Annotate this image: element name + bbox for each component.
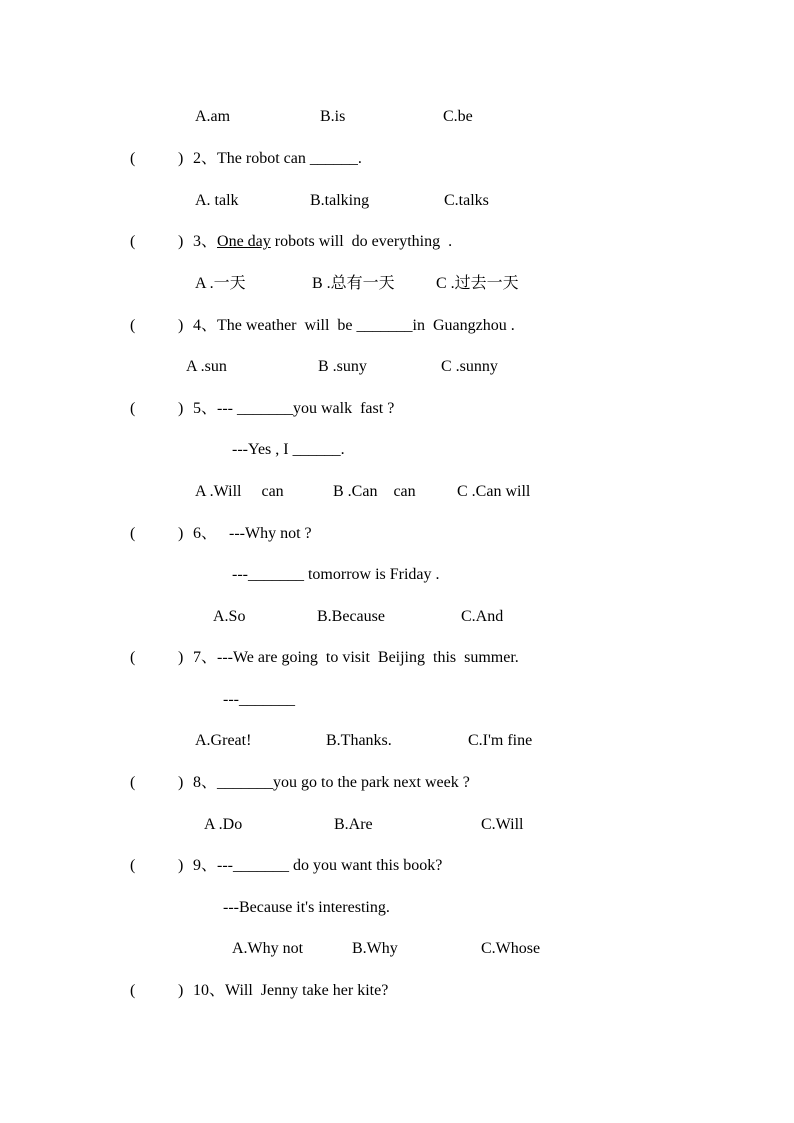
q3-option-a: A .一天 bbox=[195, 275, 246, 292]
q8-answer-close-paren: ) bbox=[178, 774, 184, 791]
q3-underlined-phrase: One day bbox=[217, 233, 271, 250]
q7-answer-open-paren: ( bbox=[130, 649, 136, 666]
q8-option-c: C.Will bbox=[481, 816, 524, 833]
q2-answer-open-paren: ( bbox=[130, 150, 136, 167]
q3-answer-close-paren: ) bbox=[178, 233, 184, 250]
q1-option-b: B.is bbox=[320, 108, 346, 125]
q9-option-a: A.Why not bbox=[232, 940, 304, 957]
q5-answer-close-paren: ) bbox=[178, 400, 184, 417]
q2-stem: 2、The robot can ______. bbox=[193, 150, 362, 167]
q7-option-c: C.I'm fine bbox=[468, 732, 533, 749]
q9-option-b: B.Why bbox=[352, 940, 398, 957]
q9-response-line: ---Because it's interesting. bbox=[223, 899, 390, 916]
q5-option-a: A .Will can bbox=[195, 483, 284, 500]
q3-option-c: C .过去一天 bbox=[436, 275, 519, 292]
q3-stem bbox=[193, 232, 452, 252]
q6-answer-close-paren: ) bbox=[178, 525, 184, 542]
q3-answer-open-paren: ( bbox=[130, 233, 136, 250]
q3-option-b: B .总有一天 bbox=[312, 275, 395, 292]
q7-option-b: B.Thanks. bbox=[326, 732, 392, 749]
q5-answer-open-paren: ( bbox=[130, 400, 136, 417]
q5-stem: 5、--- _______you walk fast ? bbox=[193, 400, 395, 417]
q4-option-c: C .sunny bbox=[441, 358, 498, 375]
q6-stem: 6、 ---Why not ? bbox=[193, 525, 312, 542]
q4-answer-close-paren: ) bbox=[178, 317, 184, 334]
q8-answer-open-paren: ( bbox=[130, 774, 136, 791]
q9-stem: 9、---_______ do you want this book? bbox=[193, 857, 443, 874]
q7-response-line: ---_______ bbox=[223, 691, 295, 708]
q9-answer-close-paren: ) bbox=[178, 857, 184, 874]
q10-answer-close-paren: ) bbox=[178, 982, 184, 999]
q10-stem: 10、Will Jenny take her kite? bbox=[193, 982, 389, 999]
q4-option-a: A .sun bbox=[186, 358, 227, 375]
q4-option-b: B .suny bbox=[318, 358, 367, 375]
q2-option-b: B.talking bbox=[310, 192, 370, 209]
q7-stem: 7、---We are going to visit Beijing this summer. bbox=[193, 649, 519, 666]
q6-option-b: B.Because bbox=[317, 608, 385, 625]
q3-stem-rest: robots will do everything . bbox=[270, 233, 453, 250]
q6-response-line: ---_______ tomorrow is Friday . bbox=[232, 566, 440, 583]
q1-option-c: C.be bbox=[443, 108, 473, 125]
q9-answer-open-paren: ( bbox=[130, 857, 136, 874]
q10-answer-open-paren: ( bbox=[130, 982, 136, 999]
q5-option-b: B .Can can bbox=[333, 483, 416, 500]
q4-answer-open-paren: ( bbox=[130, 317, 136, 334]
q2-option-c: C.talks bbox=[444, 192, 489, 209]
q1-option-a: A.am bbox=[195, 108, 231, 125]
q8-stem: 8、_______you go to the park next week ? bbox=[193, 774, 470, 791]
q6-answer-open-paren: ( bbox=[130, 525, 136, 542]
q8-option-b: B.Are bbox=[334, 816, 373, 833]
q9-option-c: C.Whose bbox=[481, 940, 541, 957]
q6-option-a: A.So bbox=[213, 608, 246, 625]
q4-stem: 4、The weather will be _______in Guangzhou . bbox=[193, 317, 515, 334]
q7-answer-close-paren: ) bbox=[178, 649, 184, 666]
q2-answer-close-paren: ) bbox=[178, 150, 184, 167]
q8-option-a: A .Do bbox=[204, 816, 243, 833]
q3-number: 3、 bbox=[193, 233, 218, 250]
q5-option-c: C .Can will bbox=[457, 483, 531, 500]
q2-option-a: A. talk bbox=[195, 192, 239, 209]
q6-option-c: C.And bbox=[461, 608, 504, 625]
q5-response-line: ---Yes , I ______. bbox=[232, 441, 345, 458]
q7-option-a: A.Great! bbox=[195, 732, 252, 749]
